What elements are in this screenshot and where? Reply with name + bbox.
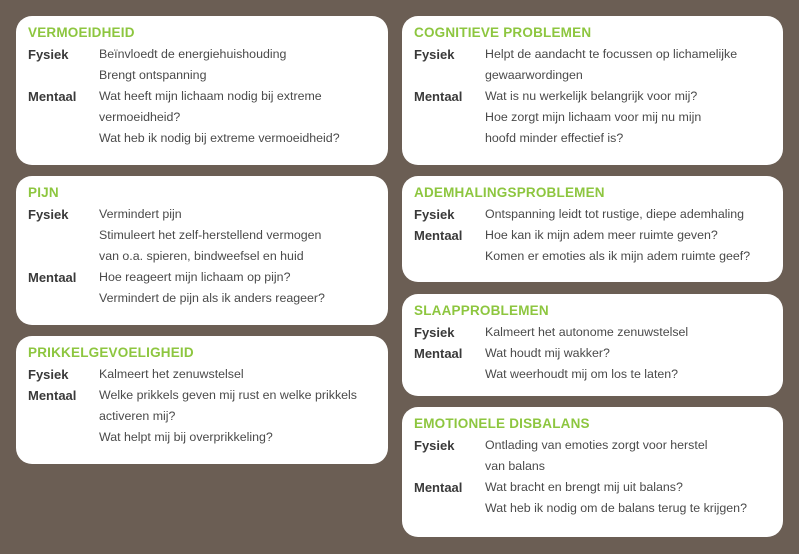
- fysiek-row: [414, 435, 773, 477]
- row-label: Fysiek: [414, 325, 455, 340]
- row-line: van o.a. spieren, bindweefsel en huid: [99, 249, 304, 263]
- card-title: PRIKKELGEVOELIGHEID: [28, 345, 194, 360]
- row-line: Hoe kan ik mijn adem meer ruimte geven?: [485, 228, 718, 242]
- row-line: Wat weerhoudt mij om los te laten?: [485, 367, 679, 381]
- row-line: Kalmeert het autonome zenuwstelsel: [485, 325, 689, 339]
- row-line: Vermindert pijn: [99, 207, 182, 221]
- row-label: Fysiek: [414, 207, 455, 222]
- row-label: Fysiek: [414, 47, 455, 62]
- row-line: Wat houdt mij wakker?: [485, 346, 610, 360]
- row-line: Wat heb ik nodig bij extreme vermoeidheid?: [99, 131, 340, 145]
- card-ademhalingsproblemen: [402, 176, 783, 282]
- row-label: Fysiek: [414, 438, 455, 453]
- card-slaapproblemen: [402, 294, 783, 396]
- fysiek-row: [28, 44, 378, 86]
- row-line: Kalmeert het zenuwstelsel: [99, 367, 244, 381]
- card-vermoeidheid: [16, 16, 388, 165]
- fysiek-row: [28, 364, 378, 385]
- card-title: COGNITIEVE PROBLEMEN: [414, 25, 592, 40]
- row-line: Hoe reageert mijn lichaam op pijn?: [99, 270, 291, 284]
- card-title: ADEMHALINGSPROBLEMEN: [414, 185, 605, 200]
- mentaal-row: [414, 343, 773, 385]
- fysiek-row: [414, 44, 773, 86]
- mentaal-row: [28, 267, 378, 309]
- card-title: EMOTIONELE DISBALANS: [414, 416, 590, 431]
- row-line: Vermindert de pijn als ik anders reageer?: [99, 291, 325, 305]
- row-line: Ontspanning leidt tot rustige, diepe ademhaling: [485, 207, 744, 221]
- row-line: Wat heb ik nodig om de balans terug te krijgen?: [485, 501, 747, 515]
- row-label: Fysiek: [28, 47, 69, 62]
- row-line: van balans: [485, 459, 545, 473]
- card-prikkelgevoeligheid: [16, 336, 388, 464]
- row-label: Fysiek: [28, 207, 69, 222]
- row-label: Mentaal: [28, 388, 77, 403]
- mentaal-row: [414, 225, 773, 267]
- row-line: Stimuleert het zelf-herstellend vermogen: [99, 228, 322, 242]
- row-line: Brengt ontspanning: [99, 68, 207, 82]
- card-cognitieve-problemen: [402, 16, 783, 165]
- card-title: VERMOEIDHEID: [28, 25, 135, 40]
- card-title: SLAAPPROBLEMEN: [414, 303, 549, 318]
- row-line: Beïnvloedt de energiehuishouding: [99, 47, 287, 61]
- row-line: Komen er emoties als ik mijn adem ruimte geef?: [485, 249, 751, 263]
- row-line: Helpt de aandacht te focussen op lichamelijke: [485, 47, 738, 61]
- row-label: Mentaal: [414, 480, 463, 495]
- row-line: Wat bracht en brengt mij uit balans?: [485, 480, 683, 494]
- row-label: Mentaal: [414, 89, 463, 104]
- mentaal-row: [414, 86, 773, 149]
- row-line: gewaarwordingen: [485, 68, 583, 82]
- row-label: Mentaal: [414, 346, 463, 361]
- row-line: Ontlading van emoties zorgt voor herstel: [485, 438, 708, 452]
- row-label: Fysiek: [28, 367, 69, 382]
- card-title: PIJN: [28, 185, 59, 200]
- row-line: Wat is nu werkelijk belangrijk voor mij?: [485, 89, 698, 103]
- row-line: Welke prikkels geven mij rust en welke prikkels: [99, 388, 358, 402]
- row-line: vermoeidheid?: [99, 110, 181, 124]
- mentaal-row: [414, 477, 773, 519]
- row-line: Wat helpt mij bij overprikkeling?: [99, 430, 273, 444]
- row-label: Mentaal: [414, 228, 463, 243]
- fysiek-row: [414, 322, 773, 343]
- row-label: Mentaal: [28, 89, 77, 104]
- row-line: Hoe zorgt mijn lichaam voor mij nu mijn: [485, 110, 702, 124]
- mentaal-row: [28, 86, 378, 149]
- fysiek-row: [28, 204, 378, 267]
- row-line: hoofd minder effectief is?: [485, 131, 624, 145]
- fysiek-row: [414, 204, 773, 225]
- row-line: Wat heeft mijn lichaam nodig bij extreme: [99, 89, 322, 103]
- mentaal-row: [28, 385, 378, 448]
- card-pijn: [16, 176, 388, 325]
- row-label: Mentaal: [28, 270, 77, 285]
- row-line: activeren mij?: [99, 409, 176, 423]
- card-emotionele-disbalans: [402, 407, 783, 537]
